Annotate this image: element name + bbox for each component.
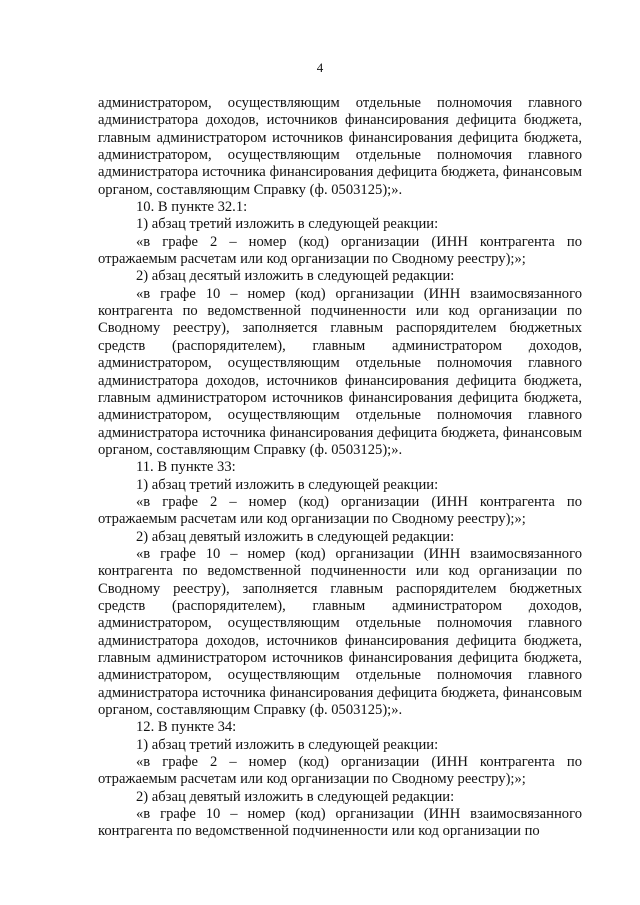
paragraph: 2) абзац девятый изложить в следующей редакции:: [136, 528, 455, 545]
paragraph: 12. В пункте 34:: [136, 719, 237, 736]
paragraph: 1) абзац третий изложить в следующей реакции:: [136, 216, 439, 233]
paragraph: 10. В пункте 32.1:: [136, 199, 248, 216]
paragraph: администратором, осуществляющим отдельные полномочия главного администратора доходов, источников финансирования дефицита бюджета, главным администратором источников финансирования дефицита бюджета, администратором, осуществляющим отдельные полномочия главного администратора источника финансирования дефицита бюджета, финансовым органом, составляющим Справку (ф. 0503125);».: [98, 95, 582, 198]
paragraph: «в графе 10 – номер (код) организации (ИНН взаимосвязанного контрагента по ведомственной подчиненности или код организации по: [98, 806, 582, 840]
paragraph: 2) абзац девятый изложить в следующей редакции:: [136, 788, 455, 805]
paragraph: «в графе 2 – номер (код) организации (ИНН контрагента по отражаемым расчетам или код организации по Сводному реестру);»;: [98, 493, 582, 528]
paragraph: «в графе 2 – номер (код) организации (ИНН контрагента по отражаемым расчетам или код организации по Сводному реестру);»;: [98, 754, 582, 788]
paragraph: 11. В пункте 33:: [136, 459, 236, 476]
paragraph: «в графе 10 – номер (код) организации (ИНН взаимосвязанного контрагента по ведомственной подчиненности или код организации по Сводному реестру), заполняется главным распорядителем бюджетных средств (распорядителем), главным администратором доходов, администратором, осуществляющим отдельные полномочия главного администратора доходов, источников финансирования дефицита бюджета, главным администратором источников финансирования дефицита бюджета, администратором, осуществляющим отдельные полномочия главного администратора источника финансирования дефицита бюджета, финансовым органом, составляющим Справку (ф. 0503125);».: [98, 545, 582, 719]
paragraph: «в графе 10 – номер (код) организации (ИНН взаимосвязанного контрагента по ведомственной подчиненности или код организации по Сводному реестру), заполняется главным распорядителем бюджетных средств (распорядителем), главным администратором доходов, администратором, осуществляющим отдельные полномочия главного администратора доходов, источников финансирования дефицита бюджета, главным администратором источников финансирования дефицита бюджета, администратором, осуществляющим отдельные полномочия главного администратора источника финансирования дефицита бюджета, финансовым органом, составляющим Справку (ф. 0503125);».: [98, 285, 582, 458]
paragraph: «в графе 2 – номер (код) организации (ИНН контрагента по отражаемым расчетам или код организации по Сводному реестру);»;: [98, 233, 582, 268]
paragraph: 1) абзац третий изложить в следующей реакции:: [136, 476, 439, 493]
paragraph: 2) абзац десятый изложить в следующей редакции:: [136, 268, 455, 285]
page-number: 4: [316, 60, 324, 75]
paragraph: 1) абзац третий изложить в следующей реакции:: [136, 736, 439, 753]
document-body: [98, 95, 582, 841]
